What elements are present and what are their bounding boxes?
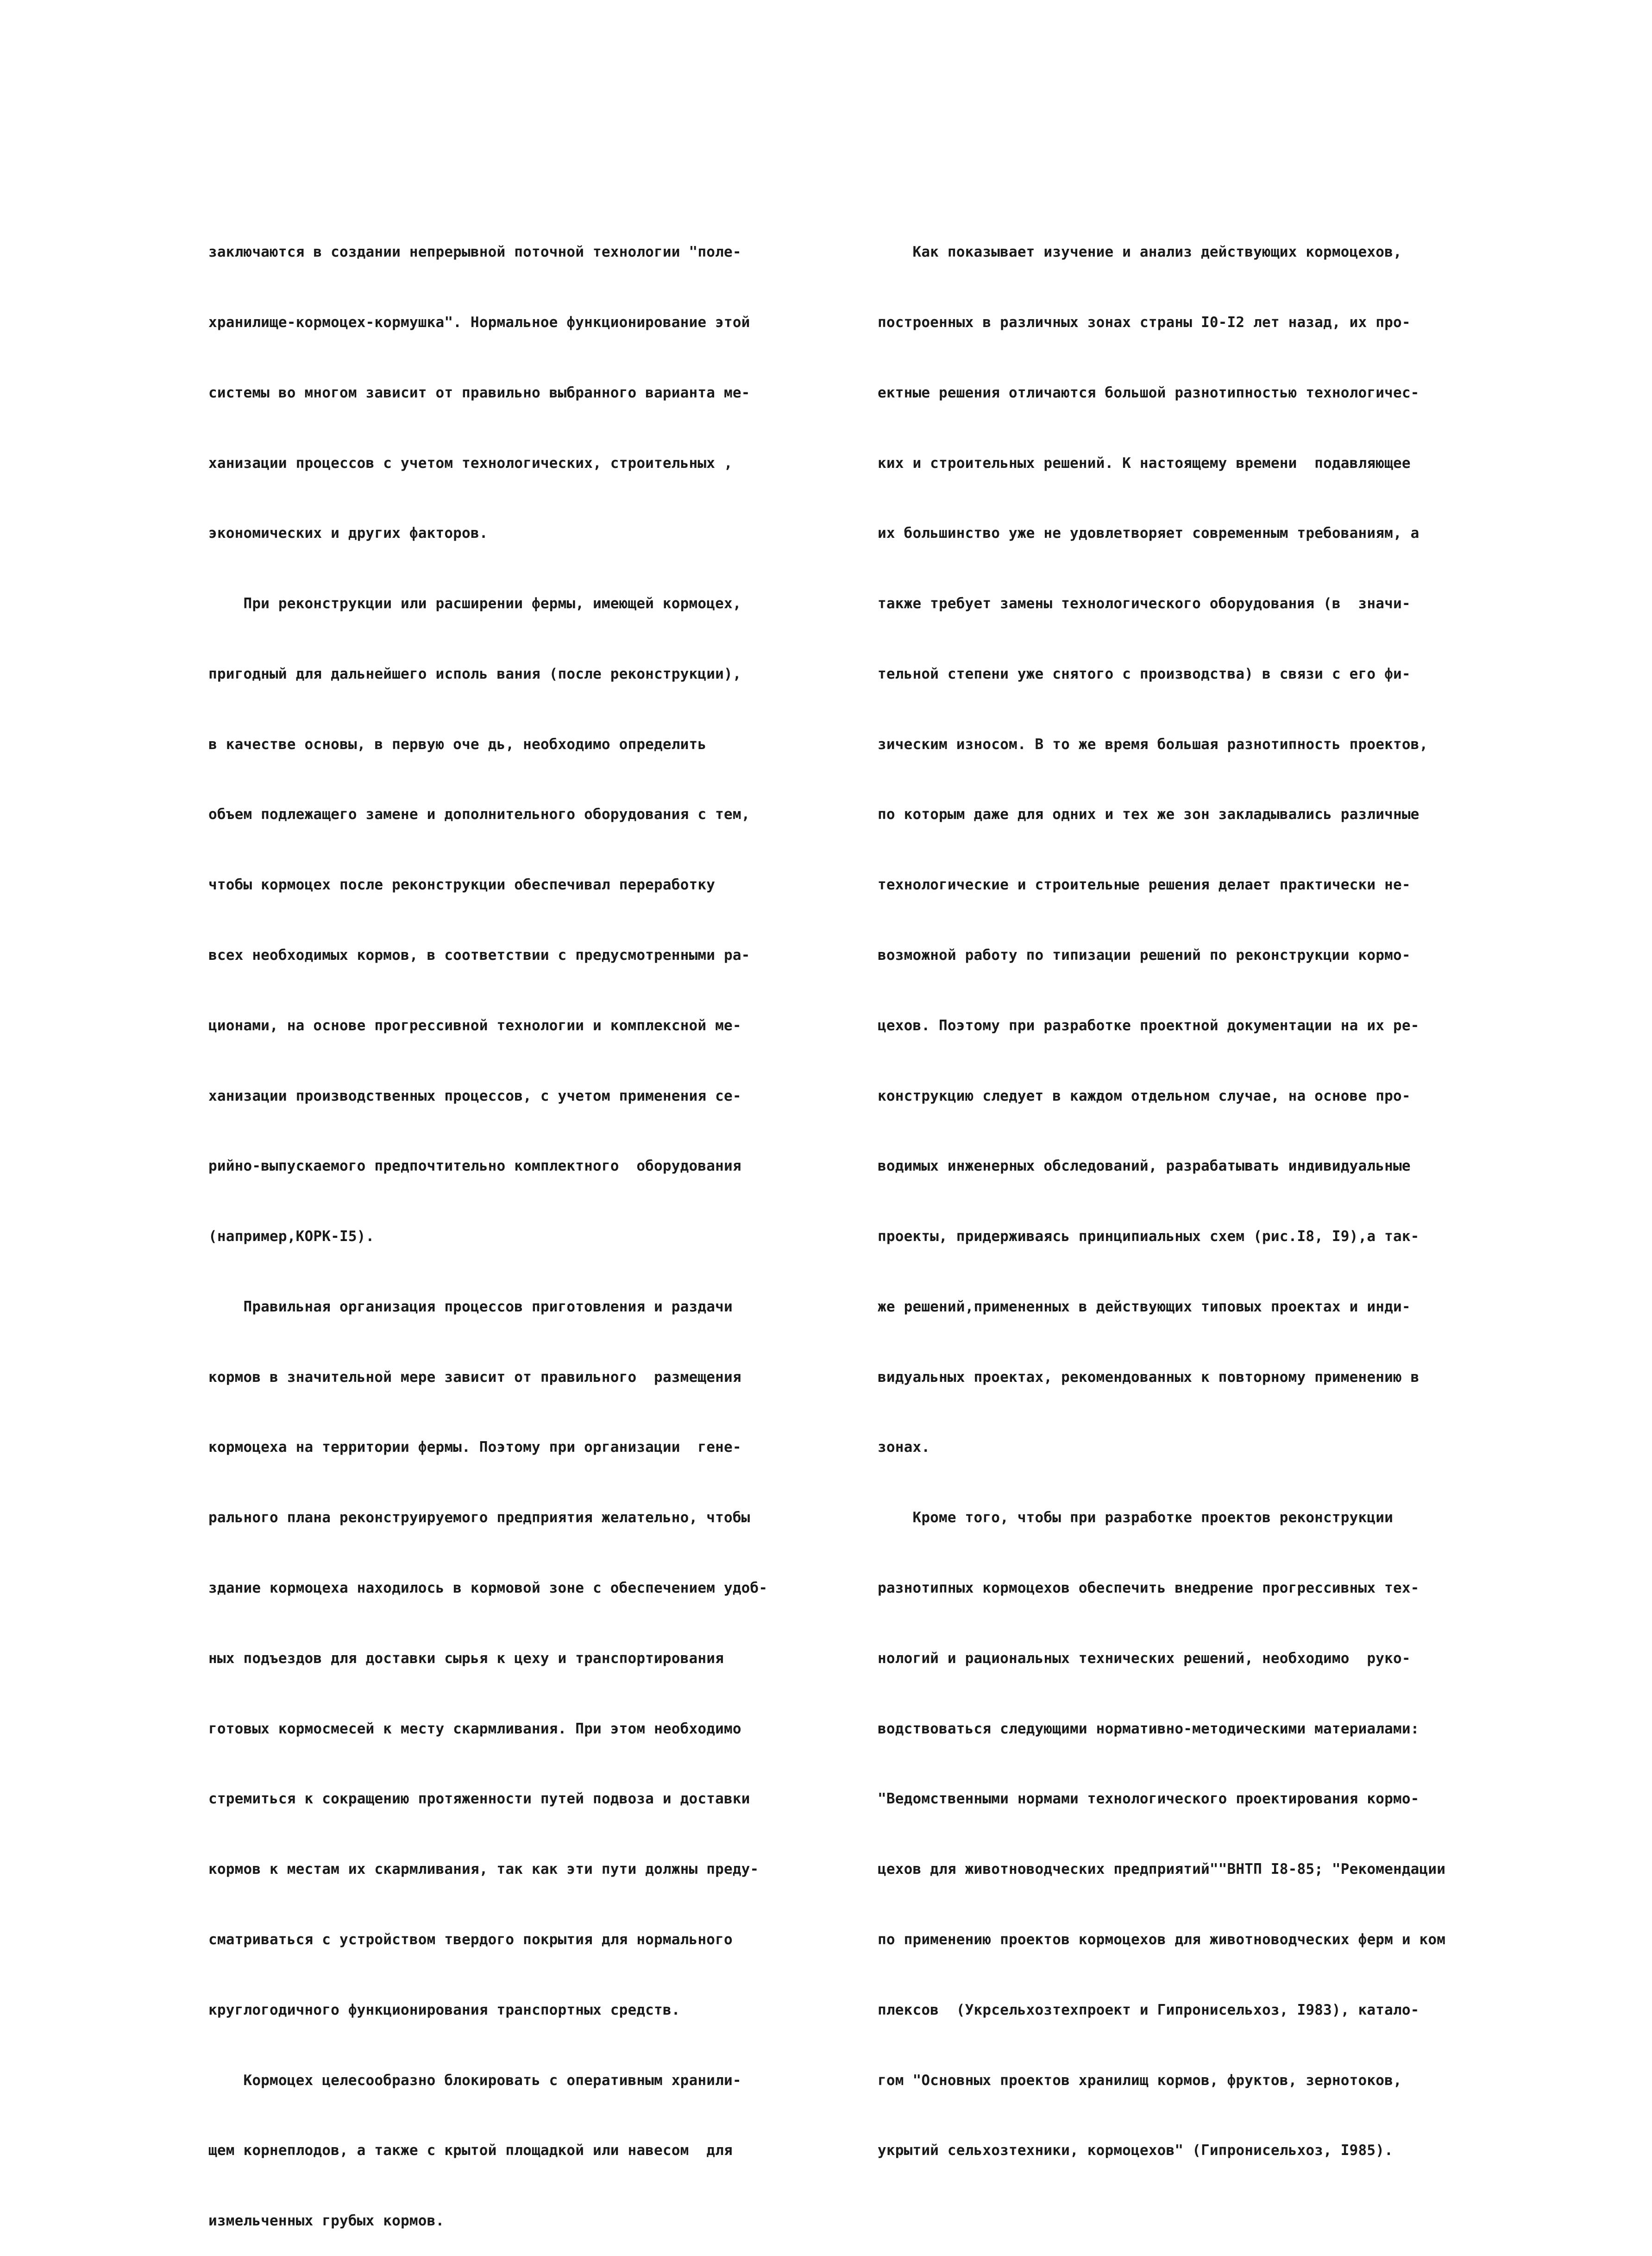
text-line: построенных в различных зонах страны I0-I2 лет назад, их про- [878,314,1411,331]
text-line: всех необходимых кормов, в соответствии с предусмотренными ра- [208,947,750,964]
text-line: нологий и рациональных технических решений, необходимо руко- [878,1650,1411,1667]
text-line: хранилище-кормоцех-кормушка". Нормальное функционирование этой [208,314,750,331]
text-line: рийно-выпускаемого предпочтительно комплектного оборудования [208,1158,741,1175]
text-line: ханизации производственных процессов, с учетом применения се- [208,1087,741,1104]
text-line: водимых инженерных обследований, разрабатывать индивидуальные [878,1158,1411,1175]
text-line: разнотипных кормоцехов обеспечить внедрение прогрессивных тех- [878,1580,1420,1597]
text-line: также требует замены технологического оборудования (в значи- [878,595,1411,612]
text-line: зонах. [878,1439,930,1456]
text-line: цехов. Поэтому при разработке проектной документации на их ре- [878,1017,1420,1034]
text-line: ционами, на основе прогрессивной технологии и комплексной ме- [208,1017,741,1034]
text-line: Как показывает изучение и анализ действующих кормоцехов, [878,244,1402,261]
text-line: плексов (Укрсельхозтехпроект и Гипронисельхоз, I983), катало- [878,2001,1420,2018]
text-line: стремиться к сокращению протяженности путей подвоза и доставки [208,1790,750,1808]
text-line: ханизации процессов с учетом технологических, строительных , [208,454,733,472]
text-line: ектные решения отличаются большой разнотипностью технологичес- [878,384,1420,401]
text-line: по которым даже для одних и тех же зон закладывались различные [878,806,1420,823]
text-line: сматриваться с устройством твердого покрытия для нормального [208,1931,733,1948]
text-line: кормоцеха на территории фермы. Поэтому при организации гене- [208,1439,741,1456]
text-line: гом "Основных проектов хранилищ кормов, фруктов, зернотоков, [878,2072,1402,2089]
left-text-column [208,194,829,2256]
text-line: чтобы кормоцех после реконструкции обеспечивал переработку [208,876,716,894]
text-line: зическим износом. В то же время большая разнотипность проектов, [878,736,1428,753]
text-line: здание кормоцеха находилось в кормовой зоне с обеспечением удоб- [208,1580,768,1597]
text-line: круглогодичного функционирования транспортных средств. [208,2001,680,2018]
text-line: технологические и строительные решения делает практически не- [878,876,1411,894]
text-line: их большинство уже не удовлетворяет современным требованиям, а [878,525,1420,542]
text-line: (например,КОРК-I5). [208,1228,375,1245]
text-line: пригодный для дальнейшего исполь вания (после реконструкции), [208,665,741,682]
text-line: кормов в значительной мере зависит от правильного размещения [208,1368,741,1386]
text-line: кормов к местам их скармливания, так как эти пути должны преду- [208,1861,759,1878]
text-line: проекты, придерживаясь принципиальных схем (рис.I8, I9),а так- [878,1228,1420,1245]
text-line: цехов для животноводческих предприятий""ВНТП I8-85; "Рекомендации [878,1861,1446,1878]
text-line: водствоваться следующими нормативно-методическими материалами: [878,1720,1420,1737]
text-line: При реконструкции или расширении фермы, имеющей кормоцех, [208,595,741,612]
text-line: же решений,примененных в действующих типовых проектах и инди- [878,1298,1411,1315]
text-line: конструкцию следует в каждом отдельном случае, на основе про- [878,1087,1411,1104]
text-line: "Ведомственными нормами технологического проектирования кормо- [878,1790,1420,1808]
text-line: Кроме того, чтобы при разработке проектов реконструкции [878,1509,1393,1526]
text-line: Кормоцех целесообразно блокировать с оперативным хранили- [208,2072,741,2089]
text-line: укрытий сельхозтехники, кормоцехов" (Гипронисельхоз, I985). [878,2142,1393,2159]
text-line: щем корнеплодов, а также с крытой площадкой или навесом для [208,2142,733,2159]
text-line: ных подъездов для доставки сырья к цеху и транспортирования [208,1650,724,1667]
text-line: ких и строительных решений. К настоящему времени подавляющее [878,454,1411,472]
text-line: системы во многом зависит от правильно выбранного варианта ме- [208,384,750,401]
text-line: тельной степени уже снятого с производства) в связи с его фи- [878,665,1411,682]
text-line: видуальных проектах, рекомендованных к повторному применению в [878,1368,1420,1386]
text-line: заключаются в создании непрерывной поточной технологии "поле- [208,244,741,261]
text-line: измельченных грубых кормов. [208,2212,445,2230]
text-line: рального плана реконструируемого предприятия желательно, чтобы [208,1509,750,1526]
text-line: по применению проектов кормоцехов для животноводческих ферм и ком [878,1931,1446,1948]
text-line: Правильная организация процессов приготовления и раздачи [208,1298,733,1315]
text-line: объем подлежащего замене и дополнительного оборудования с тем, [208,806,750,823]
text-line: в качестве основы, в первую оче дь, необходимо определить [208,736,707,753]
right-text-column [878,194,1517,2186]
text-line: экономических и других факторов. [208,525,488,542]
text-line: готовых кормосмесей к месту скармливания. При этом необходимо [208,1720,741,1737]
text-line: возможной работу по типизации решений по реконструкции кормо- [878,947,1411,964]
